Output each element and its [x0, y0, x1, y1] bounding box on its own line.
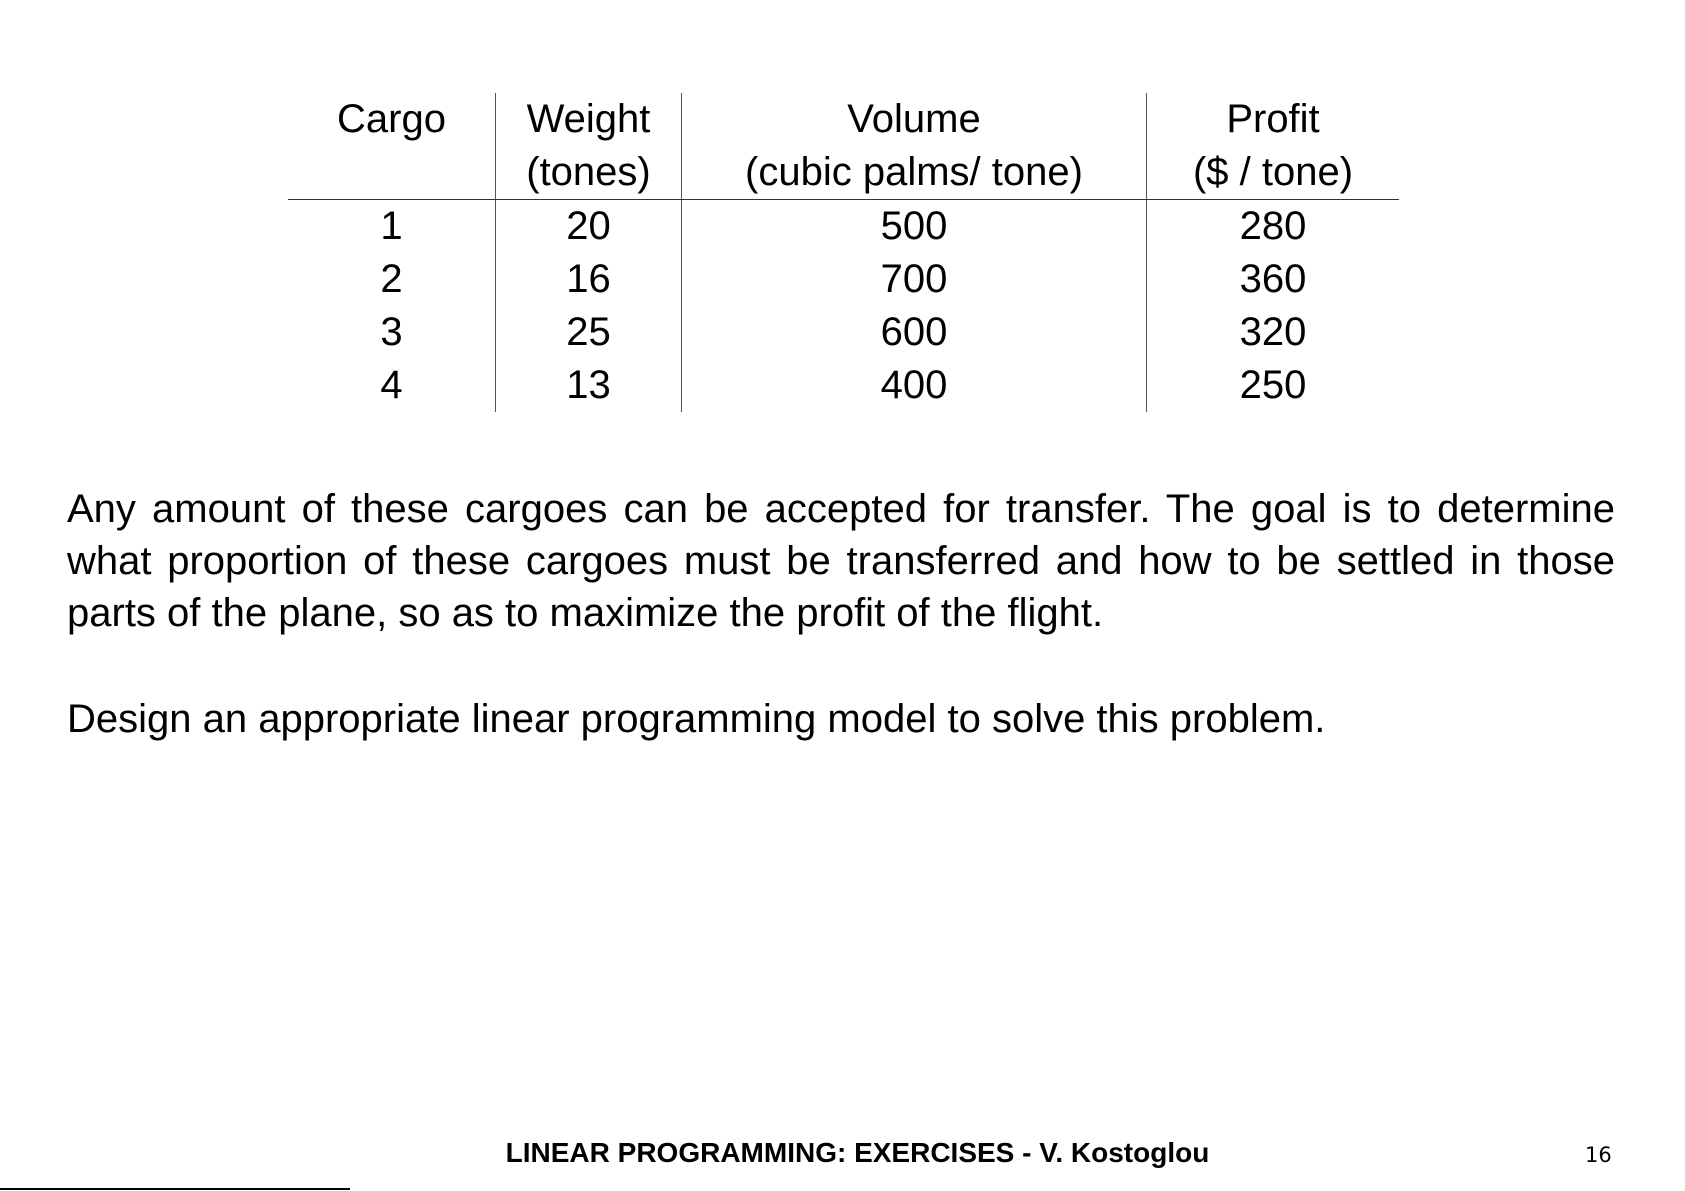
cell-cargo: 1: [380, 204, 403, 248]
cell-weight: 13: [496, 359, 682, 412]
cell-cargo: 4: [380, 363, 403, 407]
header-volume: Volume: [682, 93, 1147, 146]
page-number: 16: [1585, 1143, 1612, 1167]
table-header-row: [288, 93, 1399, 146]
table-row: [288, 200, 1399, 254]
header-weight-unit: (tones): [496, 146, 682, 200]
cell-weight: 25: [496, 306, 682, 359]
cell-volume: 400: [682, 359, 1147, 412]
cell-profit: 360: [1147, 253, 1400, 306]
task-instruction-paragraph: Design an appropriate linear programming model to solve this problem.: [67, 697, 1326, 741]
cell-volume: 500: [682, 200, 1147, 254]
header-profit-unit: ($ / tone): [1147, 146, 1400, 200]
cell-cargo: 2: [380, 257, 403, 301]
table-row: [288, 359, 1399, 412]
header-weight: Weight: [496, 93, 682, 146]
cargo-table: [288, 93, 1399, 412]
cell-volume: 600: [682, 306, 1147, 359]
table-row: [288, 253, 1399, 306]
problem-description-paragraph: Any amount of these cargoes can be accepted for transfer. The goal is to determine what proportion of these cargoes must be transferred and how to be settled in those parts of the plane, so as to maximize the profit of the flight.: [67, 487, 1615, 635]
cell-weight: 16: [496, 253, 682, 306]
header-cargo-unit: [288, 146, 496, 200]
cell-profit: 250: [1147, 359, 1400, 412]
cell-volume: 700: [682, 253, 1147, 306]
bottom-rule: [0, 1188, 350, 1190]
cell-profit: 280: [1147, 200, 1400, 254]
footer-title: LINEAR PROGRAMMING: EXERCISES - V. Kostoglou: [505, 1137, 1210, 1168]
table-row: [288, 306, 1399, 359]
cell-cargo: 3: [380, 310, 403, 354]
cell-profit: 320: [1147, 306, 1400, 359]
cell-weight: 20: [496, 200, 682, 254]
table-header-units-row: [288, 146, 1399, 200]
header-cargo: Cargo: [337, 97, 446, 141]
header-volume-unit: (cubic palms/ tone): [682, 146, 1147, 200]
header-profit: Profit: [1147, 93, 1400, 146]
